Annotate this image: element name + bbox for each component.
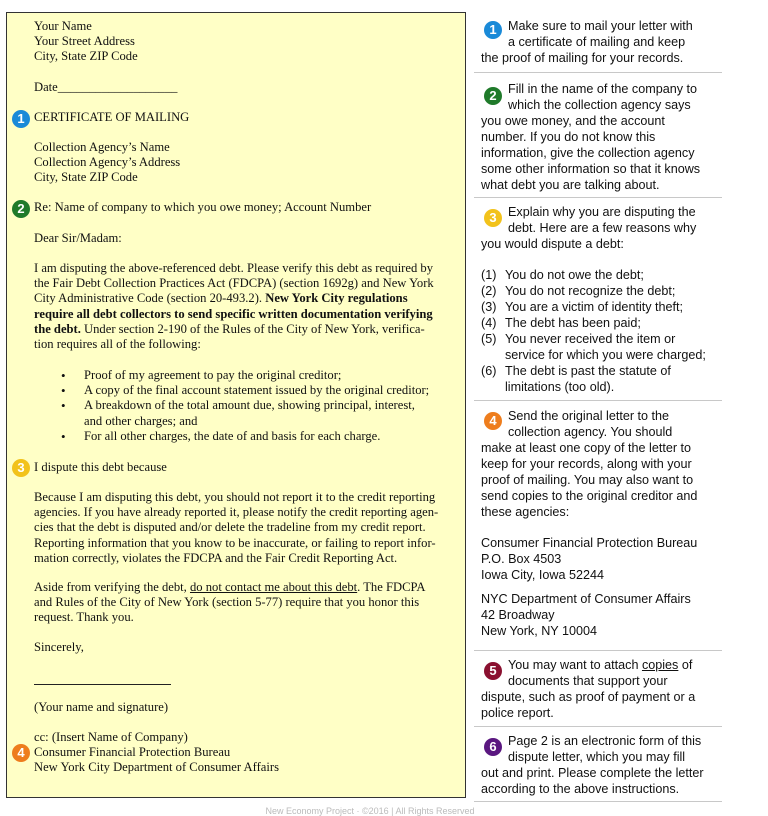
list-item: (6) The debt is past the statute of limitations (too old). bbox=[481, 364, 671, 394]
recipient-address: Collection Agency’s Address bbox=[34, 155, 181, 170]
marker-3-sidebar: 3 bbox=[484, 209, 502, 227]
closing: Sincerely, bbox=[34, 640, 84, 654]
marker-4-sidebar: 4 bbox=[484, 412, 502, 430]
p2-line: cies that the debt is disputed and/or delete the tradeline from my credit report. bbox=[34, 520, 426, 535]
divider bbox=[474, 72, 722, 73]
list-item: (5) You never received the item or service for which you were charged; bbox=[481, 332, 706, 362]
divider bbox=[474, 400, 722, 401]
list-item: (4) The debt has been paid; bbox=[481, 316, 641, 330]
sender-block bbox=[34, 19, 138, 65]
credit-reporting-paragraph bbox=[34, 490, 438, 566]
marker-3: 3 bbox=[12, 459, 30, 477]
sender-name: Your Name bbox=[34, 19, 92, 33]
list-item: (1) You do not owe the debt; bbox=[481, 268, 644, 282]
recipient-block bbox=[34, 140, 180, 186]
salutation: Dear Sir/Madam: bbox=[34, 231, 122, 245]
signature-line bbox=[34, 684, 171, 685]
verification-paragraph bbox=[34, 261, 434, 352]
p1-line: require all debt collectors to send specific written documentation verifying bbox=[34, 306, 433, 321]
p2-line: mation correctly, violates the FDCPA and the Fair Credit Reporting Act. bbox=[34, 550, 398, 565]
divider bbox=[474, 197, 722, 198]
list-item: (2) You do not recognize the debt; bbox=[481, 284, 676, 298]
nyc-dca-address: NYC Department of Consumer Affairs 42 Broadway New York, NY 10004 bbox=[481, 592, 691, 638]
re-line: Re: Name of company to which you owe money; Account Number bbox=[34, 200, 372, 214]
cc-line: cc: (Insert Name of Company) bbox=[34, 730, 188, 744]
list-item: • For all other charges, the date of and basis for each charge. bbox=[34, 429, 454, 444]
tip-6: 6 Page 2 is an electronic form of this dispute letter, which you may fill out and print. Please complete the letter according to the above instructions. bbox=[481, 734, 704, 796]
footer: New Economy Project · ©2016 | All Rights Reserved bbox=[265, 806, 475, 816]
cc-line: New York City Department of Consumer Affairs bbox=[34, 760, 279, 775]
marker-2: 2 bbox=[12, 200, 30, 218]
p3-line: Aside from verifying the debt, do not contact me about this debt. The FDCPA bbox=[34, 580, 426, 594]
sender-street: Your Street Address bbox=[34, 34, 135, 49]
date-line: Date___________________ bbox=[34, 80, 178, 94]
p1-line: tion requires all of the following: bbox=[34, 337, 201, 352]
marker-1-sidebar: 1 bbox=[484, 21, 502, 39]
recipient-name: Collection Agency’s Name bbox=[34, 140, 170, 154]
p1-line: the Fair Debt Collection Practices Act (FDCPA) (section 1692g) and New York bbox=[34, 276, 434, 291]
p2-line: Reporting information that you know to be inaccurate, or failing to report infor- bbox=[34, 535, 436, 550]
list-item: • A breakdown of the total amount due, showing principal, interest, and other charges; and bbox=[34, 398, 424, 428]
tip-1: 1 Make sure to mail your letter with a certificate of mailing and keep the proof of mailing for your records. bbox=[481, 19, 693, 65]
p3-line: request. Thank you. bbox=[34, 610, 134, 625]
p1-line: City Administrative Code (section 20-493.2). New York City regulations bbox=[34, 291, 408, 306]
p3-line: and Rules of the City of New York (section 5-77) require that you honor this bbox=[34, 595, 420, 610]
p1-line: the debt. Under section 2-190 of the Rules of the City of New York, verifica- bbox=[34, 321, 425, 336]
dispute-reason-line: I dispute this debt because bbox=[34, 460, 167, 474]
tip-4: 4 Send the original letter to the collection agency. You should make at least one copy of the letter to keep for your records, along with your proof of mailing. You may also want to send copies to the original creditor and these agencies: bbox=[481, 409, 698, 519]
tip-5: 5 You may want to attach copies of documents that support your dispute, such as proof of payment or a police report. bbox=[481, 658, 696, 720]
marker-2-sidebar: 2 bbox=[484, 87, 502, 105]
verification-requirements-list bbox=[34, 368, 454, 444]
marker-4: 4 bbox=[12, 744, 30, 762]
tip-3: 3 Explain why you are disputing the debt. Here are a few reasons why you would dispute a debt: bbox=[481, 205, 697, 251]
dispute-reasons-list bbox=[481, 267, 706, 395]
divider bbox=[474, 801, 722, 802]
p1-line: I am disputing the above-referenced debt. Please verify this debt as required by bbox=[34, 261, 434, 275]
p2-line: agencies. If you have already reported it, please notify the credit reporting agen- bbox=[34, 505, 439, 520]
signature-label: (Your name and signature) bbox=[34, 700, 169, 714]
p2-line: Because I am disputing this debt, you should not report it to the credit reporting bbox=[34, 490, 436, 504]
copies-link[interactable]: copies bbox=[641, 658, 679, 672]
marker-6-sidebar: 6 bbox=[484, 738, 502, 756]
sender-city: City, State ZIP Code bbox=[34, 49, 138, 64]
list-item: (3) You are a victim of identity theft; bbox=[481, 300, 684, 314]
no-contact-paragraph bbox=[34, 580, 425, 626]
divider bbox=[474, 726, 722, 727]
list-item: • Proof of my agreement to pay the original creditor; bbox=[34, 368, 454, 383]
cc-block bbox=[34, 730, 279, 776]
letter-title: CERTIFICATE OF MAILING bbox=[34, 110, 190, 124]
marker-5-sidebar: 5 bbox=[484, 662, 502, 680]
cfpb-address: Consumer Financial Protection Bureau P.O. Box 4503 Iowa City, Iowa 52244 bbox=[481, 536, 698, 582]
list-item: • A copy of the final account statement issued by the original creditor; bbox=[34, 383, 454, 398]
divider bbox=[474, 650, 722, 651]
cc-line: Consumer Financial Protection Bureau bbox=[34, 745, 231, 760]
recipient-city: City, State ZIP Code bbox=[34, 170, 138, 185]
tip-2: 2 Fill in the name of the company to which the collection agency says you owe money, and the account number. If you do not know this information, give the collection agency some other information so that it knows what debt you are talking about. bbox=[481, 82, 701, 192]
marker-1: 1 bbox=[12, 110, 30, 128]
